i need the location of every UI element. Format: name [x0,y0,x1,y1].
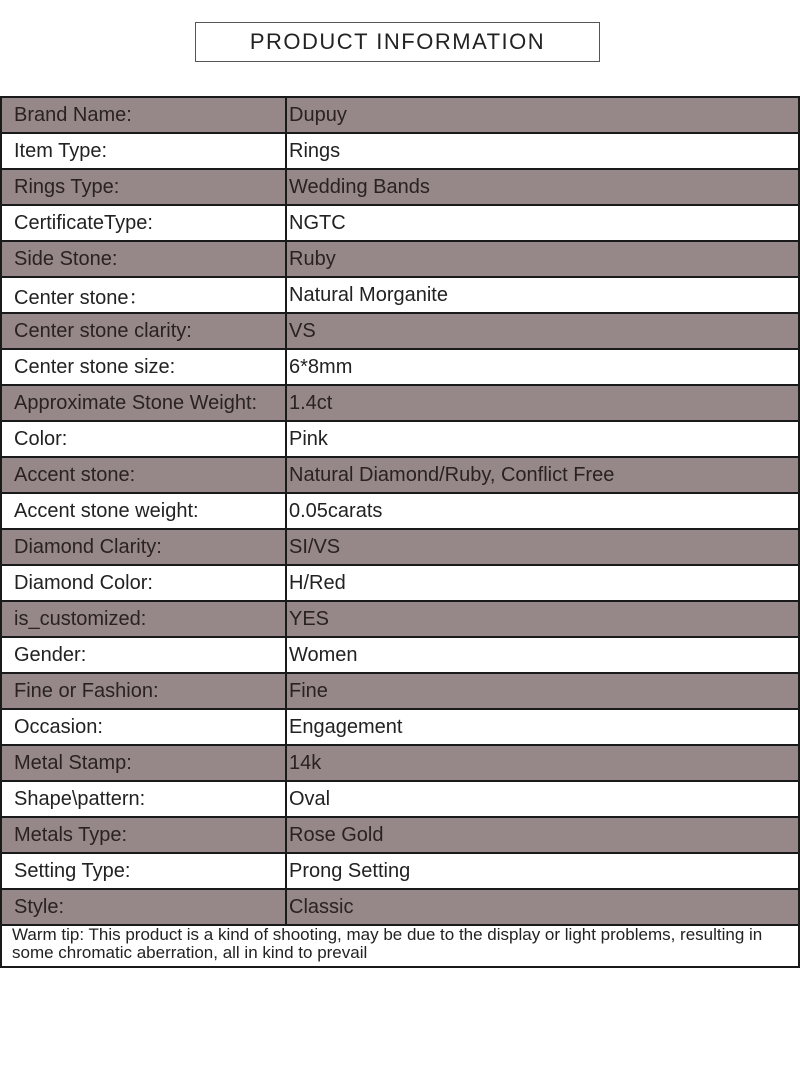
spec-row-shape-pattern [1,781,799,817]
spec-value: H/Red [286,565,799,601]
spec-label: Fine or Fashion: [1,673,286,709]
spec-value: YES [286,601,799,637]
spec-label: is_customized: [1,601,286,637]
spec-label: Metal Stamp: [1,745,286,781]
spec-label: CertificateType: [1,205,286,241]
spec-value: Rings [286,133,799,169]
spec-row-diamond-clarity [1,529,799,565]
spec-label: Brand Name: [1,97,286,133]
spec-label: Approximate Stone Weight: [1,385,286,421]
spec-label: Gender: [1,637,286,673]
spec-row-rings-type [1,169,799,205]
spec-label: Shape\pattern: [1,781,286,817]
spec-label: Center stone clarity: [1,313,286,349]
spec-row-accent-stone [1,457,799,493]
spec-value: Ruby [286,241,799,277]
spec-label: Style: [1,889,286,925]
spec-value: Natural Diamond/Ruby, Conflict Free [286,457,799,493]
spec-row-setting-type [1,853,799,889]
spec-label: Center stone： [1,277,286,313]
spec-table-body [1,97,799,967]
spec-row-center-stone [1,277,799,313]
spec-row-certificate-type [1,205,799,241]
spec-value: SI/VS [286,529,799,565]
spec-value: Fine [286,673,799,709]
spec-value: Pink [286,421,799,457]
spec-value: Wedding Bands [286,169,799,205]
spec-label: Accent stone weight: [1,493,286,529]
product-spec-table [0,96,800,968]
warm-tip-text: Warm tip: This product is a kind of shooting, may be due to the display or light problems, resulting in some chromatic aberration, all in kind to prevail [1,925,799,967]
spec-row-color [1,421,799,457]
spec-value: Prong Setting [286,853,799,889]
spec-value: VS [286,313,799,349]
spec-row-center-stone-clarity [1,313,799,349]
spec-value: Oval [286,781,799,817]
spec-row-is-customized [1,601,799,637]
spec-row-gender [1,637,799,673]
spec-label: Occasion: [1,709,286,745]
spec-label: Setting Type: [1,853,286,889]
spec-row-metals-type [1,817,799,853]
spec-row-center-stone-size [1,349,799,385]
spec-row-accent-stone-weight [1,493,799,529]
spec-value: Women [286,637,799,673]
warm-tip-row [1,925,799,967]
spec-value: Classic [286,889,799,925]
spec-value: Engagement [286,709,799,745]
spec-label: Accent stone: [1,457,286,493]
spec-row-fine-or-fashion [1,673,799,709]
spec-row-style [1,889,799,925]
spec-row-item-type [1,133,799,169]
spec-label: Diamond Color: [1,565,286,601]
spec-label: Center stone size: [1,349,286,385]
spec-label: Side Stone: [1,241,286,277]
spec-value: NGTC [286,205,799,241]
spec-value: 14k [286,745,799,781]
spec-row-brand-name [1,97,799,133]
spec-label: Item Type: [1,133,286,169]
spec-row-metal-stamp [1,745,799,781]
spec-row-stone-weight [1,385,799,421]
spec-row-side-stone [1,241,799,277]
spec-value: 1.4ct [286,385,799,421]
spec-label: Rings Type: [1,169,286,205]
spec-row-occasion [1,709,799,745]
spec-value: Natural Morganite [286,277,799,313]
spec-value: Dupuy [286,97,799,133]
page-title [195,22,600,62]
spec-value: 0.05carats [286,493,799,529]
spec-label: Color: [1,421,286,457]
spec-value: 6*8mm [286,349,799,385]
spec-row-diamond-color [1,565,799,601]
spec-value: Rose Gold [286,817,799,853]
spec-label: Diamond Clarity: [1,529,286,565]
page-title-text: PRODUCT INFORMATION [249,29,546,54]
spec-label: Metals Type: [1,817,286,853]
